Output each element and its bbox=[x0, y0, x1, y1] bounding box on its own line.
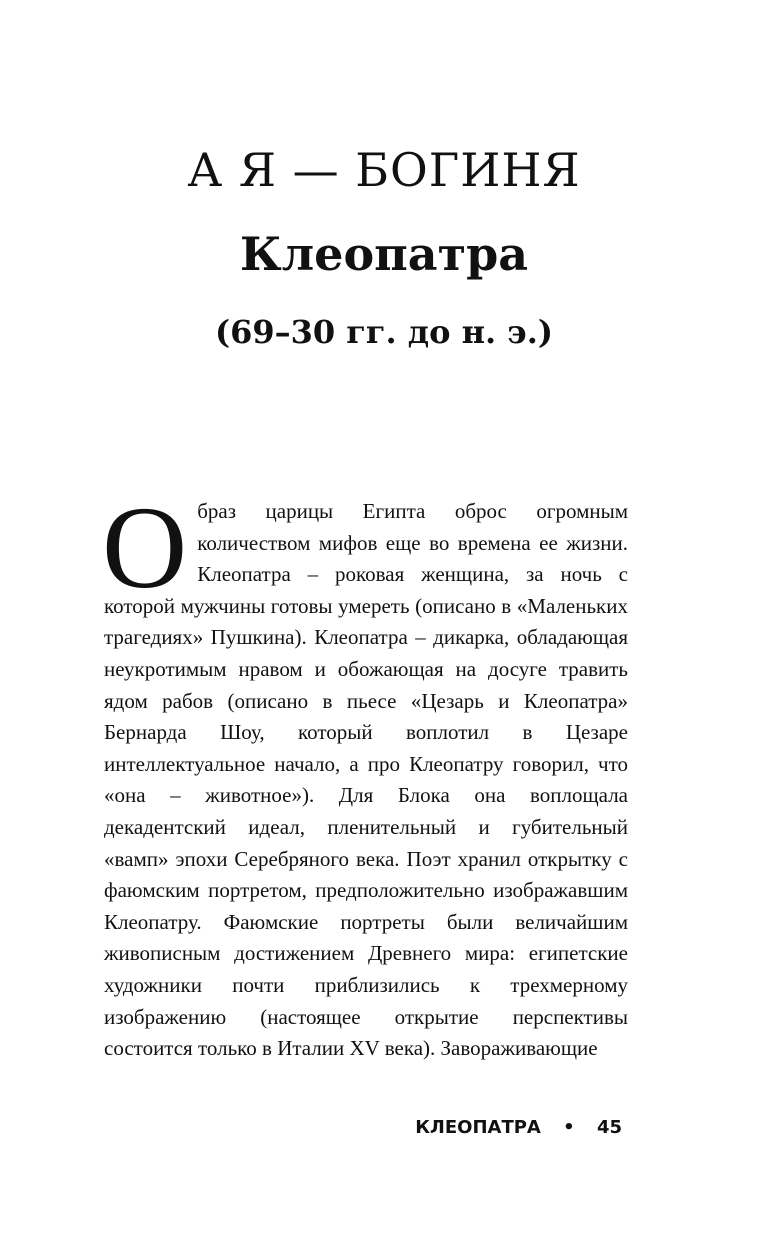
page-number: 45 bbox=[596, 1117, 622, 1138]
running-head: КЛЕОПАТРА bbox=[415, 1117, 541, 1138]
page-footer bbox=[0, 1116, 622, 1140]
body-paragraph bbox=[102, 482, 628, 1065]
footer-separator: • bbox=[563, 1117, 575, 1138]
chapter-title: А Я — БОГИНЯ bbox=[187, 143, 581, 197]
drop-cap-letter: О bbox=[102, 482, 188, 613]
subject-name: Клеопатра bbox=[239, 227, 529, 281]
body-paragraph-text: браз царицы Египта оброс огромным количеством мифов еще во времена ее жизни. Клеопатра – роковая женщина, за ночь с которой мужчины готовы умереть (описано в «Маленьких трагедиях» Пушкина). Клеопатра – дикарка, обладающая неукротимым нравом и обожающая на досуге травить ядом рабов (описано в пьесе «Цезарь и Клеопатра» Бернарда Шоу, который воплотил в Цезаре интеллектуальное начало, а про Клеопатру говорил, что «она – животное»). Для Блока она воплощала декадентский идеал, пленительный и губительный «вамп» эпохи Серебряного века. Поэт хранил открытку с фаюмским портретом, предположительно изображавшим Клеопатру. Фаюмские портреты были величайшим живописным достижением Древнего мира: египетские художники почти приблизились к трехмерному изображению (настоящее открытие перспективы состоится только в Италии XV века). Завораживающие bbox=[104, 499, 628, 1061]
subject-dates: (69–30 гг. до н. э.) bbox=[214, 313, 554, 351]
